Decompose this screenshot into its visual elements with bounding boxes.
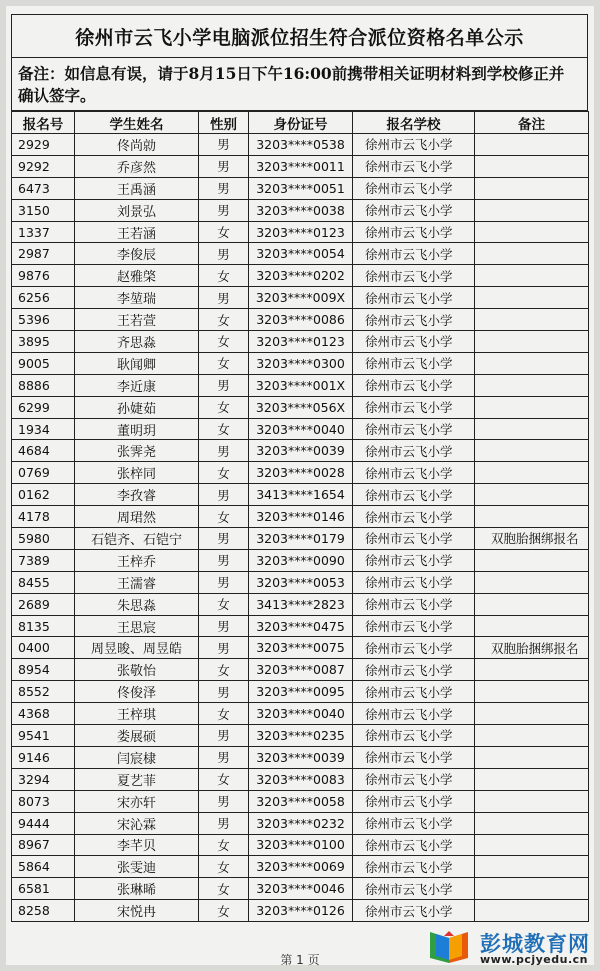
cell-gender: 男 (199, 155, 249, 177)
cell-school: 徐州市云飞小学 (353, 703, 475, 725)
cell-gender: 女 (199, 462, 249, 484)
table-row (12, 681, 589, 703)
cell-school: 徐州市云飞小学 (353, 265, 475, 287)
cell-school: 徐州市云飞小学 (353, 134, 475, 156)
table-row (12, 528, 589, 550)
cell-id: 8552 (12, 681, 75, 703)
cell-remark (475, 615, 589, 637)
cell-name: 李近康 (75, 374, 199, 396)
cell-school: 徐州市云飞小学 (353, 768, 475, 790)
cell-id: 9292 (12, 155, 75, 177)
cell-idcard: 3203****0475 (249, 615, 353, 637)
cell-id: 9876 (12, 265, 75, 287)
table-row (12, 900, 589, 922)
cell-idcard: 3203****0069 (249, 856, 353, 878)
cell-idcard: 3203****0086 (249, 309, 353, 331)
table-row (12, 637, 589, 659)
cell-remark (475, 418, 589, 440)
table-header-row (12, 112, 589, 134)
table-row (12, 506, 589, 528)
cell-name: 孙婕茹 (75, 396, 199, 418)
cell-idcard: 3203****0090 (249, 549, 353, 571)
cell-idcard: 3203****0040 (249, 703, 353, 725)
watermark-url: www.pcjyedu.cn (480, 953, 588, 966)
table-row (12, 374, 589, 396)
cell-gender: 男 (199, 549, 249, 571)
cell-school: 徐州市云飞小学 (353, 528, 475, 550)
cell-id: 8886 (12, 374, 75, 396)
cell-gender: 女 (199, 703, 249, 725)
cell-school: 徐州市云飞小学 (353, 549, 475, 571)
table-row (12, 615, 589, 637)
cell-id: 4178 (12, 506, 75, 528)
cell-remark (475, 199, 589, 221)
cell-remark (475, 155, 589, 177)
cell-gender: 女 (199, 265, 249, 287)
table-row (12, 155, 589, 177)
cell-remark (475, 506, 589, 528)
cell-school: 徐州市云飞小学 (353, 352, 475, 374)
cell-school: 徐州市云飞小学 (353, 834, 475, 856)
cell-id: 5980 (12, 528, 75, 550)
watermark-site-name: 彭城教育网 (480, 932, 590, 956)
cell-id: 4684 (12, 440, 75, 462)
cell-gender: 男 (199, 287, 249, 309)
cell-id: 3150 (12, 199, 75, 221)
cell-remark (475, 549, 589, 571)
cell-gender: 男 (199, 199, 249, 221)
cell-gender: 女 (199, 331, 249, 353)
cell-name: 张琳晞 (75, 878, 199, 900)
cell-name: 李孜睿 (75, 484, 199, 506)
cell-school: 徐州市云飞小学 (353, 681, 475, 703)
cell-gender: 女 (199, 418, 249, 440)
cell-school: 徐州市云飞小学 (353, 790, 475, 812)
cell-gender: 男 (199, 790, 249, 812)
table-row (12, 856, 589, 878)
cell-school: 徐州市云飞小学 (353, 287, 475, 309)
cell-id: 8135 (12, 615, 75, 637)
col-header-gender: 性别 (199, 112, 249, 134)
table-row (12, 746, 589, 768)
cell-school: 徐州市云飞小学 (353, 878, 475, 900)
cell-idcard: 3203****0095 (249, 681, 353, 703)
cell-idcard: 3203****0126 (249, 900, 353, 922)
cell-idcard: 3203****056X (249, 396, 353, 418)
cell-school: 徐州市云飞小学 (353, 177, 475, 199)
cell-remark (475, 834, 589, 856)
cell-idcard: 3203****0232 (249, 812, 353, 834)
cell-gender: 女 (199, 352, 249, 374)
cell-gender: 男 (199, 812, 249, 834)
table-row (12, 331, 589, 353)
cell-school: 徐州市云飞小学 (353, 440, 475, 462)
cell-name: 朱思淼 (75, 593, 199, 615)
cell-remark (475, 681, 589, 703)
document-note: 备注：如信息有误，请于8月15日下午16:00前携带相关证明材料到学校修正并确认签字。 (11, 57, 588, 111)
col-header-school: 报名学校 (353, 112, 475, 134)
cell-id: 6256 (12, 287, 75, 309)
cell-id: 6581 (12, 878, 75, 900)
cell-id: 6473 (12, 177, 75, 199)
col-header-remark: 备注 (475, 112, 589, 134)
cell-gender: 女 (199, 396, 249, 418)
cell-id: 0162 (12, 484, 75, 506)
cell-idcard: 3203****0179 (249, 528, 353, 550)
cell-remark (475, 900, 589, 922)
cell-name: 张霁尧 (75, 440, 199, 462)
watermark-logo (426, 928, 600, 968)
cell-gender: 男 (199, 484, 249, 506)
cell-gender: 男 (199, 134, 249, 156)
cell-gender: 男 (199, 571, 249, 593)
cell-gender: 女 (199, 506, 249, 528)
cell-remark (475, 243, 589, 265)
cell-name: 刘景弘 (75, 199, 199, 221)
cell-name: 夏艺菲 (75, 768, 199, 790)
cell-id: 5396 (12, 309, 75, 331)
cell-school: 徐州市云飞小学 (353, 484, 475, 506)
cell-name: 张雯迪 (75, 856, 199, 878)
cell-name: 宋亦轩 (75, 790, 199, 812)
cell-id: 8967 (12, 834, 75, 856)
table-row (12, 462, 589, 484)
cell-name: 娄展硕 (75, 725, 199, 747)
cell-idcard: 3203****0053 (249, 571, 353, 593)
table-row (12, 243, 589, 265)
cell-school: 徐州市云飞小学 (353, 746, 475, 768)
cell-school: 徐州市云飞小学 (353, 374, 475, 396)
cell-gender: 男 (199, 243, 249, 265)
cell-school: 徐州市云飞小学 (353, 396, 475, 418)
table-row (12, 221, 589, 243)
cell-school: 徐州市云飞小学 (353, 155, 475, 177)
cell-name: 李堃瑞 (75, 287, 199, 309)
cell-id: 2689 (12, 593, 75, 615)
cell-remark (475, 440, 589, 462)
table-row (12, 287, 589, 309)
cell-remark (475, 659, 589, 681)
cell-name: 佟俊泽 (75, 681, 199, 703)
cell-id: 8258 (12, 900, 75, 922)
cell-id: 3895 (12, 331, 75, 353)
cell-remark (475, 331, 589, 353)
cell-remark: 双胞胎捆绑报名 (475, 637, 589, 659)
cell-id: 6299 (12, 396, 75, 418)
cell-gender: 男 (199, 681, 249, 703)
table-row (12, 571, 589, 593)
cell-remark (475, 790, 589, 812)
cell-id: 0400 (12, 637, 75, 659)
table-row (12, 418, 589, 440)
cell-remark (475, 746, 589, 768)
cell-id: 0769 (12, 462, 75, 484)
cell-remark (475, 265, 589, 287)
cell-idcard: 3413****1654 (249, 484, 353, 506)
table-row (12, 659, 589, 681)
cell-remark (475, 725, 589, 747)
cell-remark (475, 374, 589, 396)
cell-idcard: 3203****0235 (249, 725, 353, 747)
cell-school: 徐州市云飞小学 (353, 199, 475, 221)
cell-name: 宋悦冉 (75, 900, 199, 922)
cell-gender: 女 (199, 900, 249, 922)
cell-idcard: 3203****0087 (249, 659, 353, 681)
cell-idcard: 3203****0040 (249, 418, 353, 440)
cell-remark (475, 878, 589, 900)
cell-remark (475, 768, 589, 790)
table-row (12, 812, 589, 834)
cell-gender: 女 (199, 768, 249, 790)
cell-idcard: 3203****0038 (249, 199, 353, 221)
cell-name: 李芊贝 (75, 834, 199, 856)
cell-name: 张敬怡 (75, 659, 199, 681)
cell-id: 9541 (12, 725, 75, 747)
cell-remark (475, 134, 589, 156)
cell-gender: 女 (199, 878, 249, 900)
table-row (12, 790, 589, 812)
cell-name: 耿闻卿 (75, 352, 199, 374)
cell-name: 王濡睿 (75, 571, 199, 593)
cell-id: 5864 (12, 856, 75, 878)
cell-id: 4368 (12, 703, 75, 725)
cell-school: 徐州市云飞小学 (353, 506, 475, 528)
table-row (12, 265, 589, 287)
cell-name: 闫宸棣 (75, 746, 199, 768)
cell-name: 宋沁霖 (75, 812, 199, 834)
cell-remark: 双胞胎捆绑报名 (475, 528, 589, 550)
cell-school: 徐州市云飞小学 (353, 900, 475, 922)
cell-gender: 男 (199, 440, 249, 462)
cell-name: 王梓乔 (75, 549, 199, 571)
cell-name: 董明玥 (75, 418, 199, 440)
cell-name: 李俊辰 (75, 243, 199, 265)
cell-idcard: 3203****0028 (249, 462, 353, 484)
cell-remark (475, 571, 589, 593)
cell-gender: 男 (199, 374, 249, 396)
cell-idcard: 3203****0083 (249, 768, 353, 790)
table-row (12, 834, 589, 856)
cell-id: 1337 (12, 221, 75, 243)
cell-gender: 男 (199, 177, 249, 199)
student-table (11, 111, 589, 922)
cell-name: 乔彦然 (75, 155, 199, 177)
cell-remark (475, 593, 589, 615)
cell-id: 3294 (12, 768, 75, 790)
cell-remark (475, 221, 589, 243)
cell-name: 齐思淼 (75, 331, 199, 353)
cell-name: 石铠齐、石铠宁 (75, 528, 199, 550)
col-header-name: 学生姓名 (75, 112, 199, 134)
cell-name: 佟尚勍 (75, 134, 199, 156)
cell-idcard: 3203****0051 (249, 177, 353, 199)
table-row (12, 593, 589, 615)
col-header-idcard: 身份证号 (249, 112, 353, 134)
cell-gender: 男 (199, 615, 249, 637)
cell-gender: 男 (199, 528, 249, 550)
cell-gender: 女 (199, 221, 249, 243)
cell-school: 徐州市云飞小学 (353, 221, 475, 243)
col-header-id: 报名号 (12, 112, 75, 134)
cell-remark (475, 462, 589, 484)
cell-id: 8073 (12, 790, 75, 812)
cell-idcard: 3203****0039 (249, 440, 353, 462)
cell-school: 徐州市云飞小学 (353, 725, 475, 747)
cell-idcard: 3203****009X (249, 287, 353, 309)
cell-id: 8455 (12, 571, 75, 593)
cell-id: 9005 (12, 352, 75, 374)
cell-school: 徐州市云飞小学 (353, 571, 475, 593)
table-row (12, 396, 589, 418)
table-row (12, 352, 589, 374)
cell-idcard: 3203****0054 (249, 243, 353, 265)
cell-remark (475, 856, 589, 878)
cell-id: 7389 (12, 549, 75, 571)
cell-remark (475, 703, 589, 725)
table-row (12, 177, 589, 199)
cell-school: 徐州市云飞小学 (353, 331, 475, 353)
cell-idcard: 3203****0146 (249, 506, 353, 528)
cell-school: 徐州市云飞小学 (353, 615, 475, 637)
cell-idcard: 3203****0058 (249, 790, 353, 812)
cell-remark (475, 352, 589, 374)
cell-id: 2987 (12, 243, 75, 265)
cell-name: 王若涵 (75, 221, 199, 243)
cell-id: 9146 (12, 746, 75, 768)
cell-remark (475, 396, 589, 418)
table-row (12, 878, 589, 900)
cell-gender: 女 (199, 659, 249, 681)
table-row (12, 440, 589, 462)
table-row (12, 768, 589, 790)
cell-name: 周昱晙、周昱皓 (75, 637, 199, 659)
cell-name: 赵雅棨 (75, 265, 199, 287)
cell-idcard: 3203****0039 (249, 746, 353, 768)
cell-school: 徐州市云飞小学 (353, 637, 475, 659)
cell-school: 徐州市云飞小学 (353, 856, 475, 878)
cell-name: 王若萱 (75, 309, 199, 331)
cell-gender: 女 (199, 309, 249, 331)
cell-remark (475, 309, 589, 331)
cell-gender: 男 (199, 725, 249, 747)
cell-idcard: 3203****0538 (249, 134, 353, 156)
cell-school: 徐州市云飞小学 (353, 659, 475, 681)
cell-name: 王梓琪 (75, 703, 199, 725)
cell-idcard: 3203****0123 (249, 221, 353, 243)
cell-idcard: 3203****0202 (249, 265, 353, 287)
cell-remark (475, 287, 589, 309)
book-logo-icon (426, 930, 472, 964)
cell-id: 8954 (12, 659, 75, 681)
cell-remark (475, 812, 589, 834)
cell-id: 2929 (12, 134, 75, 156)
cell-gender: 女 (199, 856, 249, 878)
cell-idcard: 3203****0075 (249, 637, 353, 659)
table-row (12, 199, 589, 221)
cell-idcard: 3203****0046 (249, 878, 353, 900)
table-row (12, 309, 589, 331)
cell-remark (475, 484, 589, 506)
cell-name: 周珺然 (75, 506, 199, 528)
document-title: 徐州市云飞小学电脑派位招生符合派位资格名单公示 (11, 14, 588, 58)
cell-idcard: 3203****001X (249, 374, 353, 396)
table-row (12, 484, 589, 506)
cell-idcard: 3203****0011 (249, 155, 353, 177)
cell-id: 1934 (12, 418, 75, 440)
cell-school: 徐州市云飞小学 (353, 462, 475, 484)
table-row (12, 703, 589, 725)
cell-school: 徐州市云飞小学 (353, 593, 475, 615)
table-row (12, 549, 589, 571)
cell-gender: 男 (199, 746, 249, 768)
cell-school: 徐州市云飞小学 (353, 812, 475, 834)
cell-idcard: 3203****0123 (249, 331, 353, 353)
page-number: 第 1 页 (280, 953, 320, 967)
table-row (12, 725, 589, 747)
cell-name: 张梓同 (75, 462, 199, 484)
cell-idcard: 3203****0300 (249, 352, 353, 374)
cell-remark (475, 177, 589, 199)
cell-gender: 男 (199, 637, 249, 659)
cell-gender: 女 (199, 834, 249, 856)
cell-idcard: 3413****2823 (249, 593, 353, 615)
cell-idcard: 3203****0100 (249, 834, 353, 856)
cell-name: 王思宸 (75, 615, 199, 637)
table-row (12, 134, 589, 156)
cell-name: 王禹涵 (75, 177, 199, 199)
cell-id: 9444 (12, 812, 75, 834)
cell-school: 徐州市云飞小学 (353, 309, 475, 331)
cell-gender: 女 (199, 593, 249, 615)
cell-school: 徐州市云飞小学 (353, 418, 475, 440)
cell-school: 徐州市云飞小学 (353, 243, 475, 265)
